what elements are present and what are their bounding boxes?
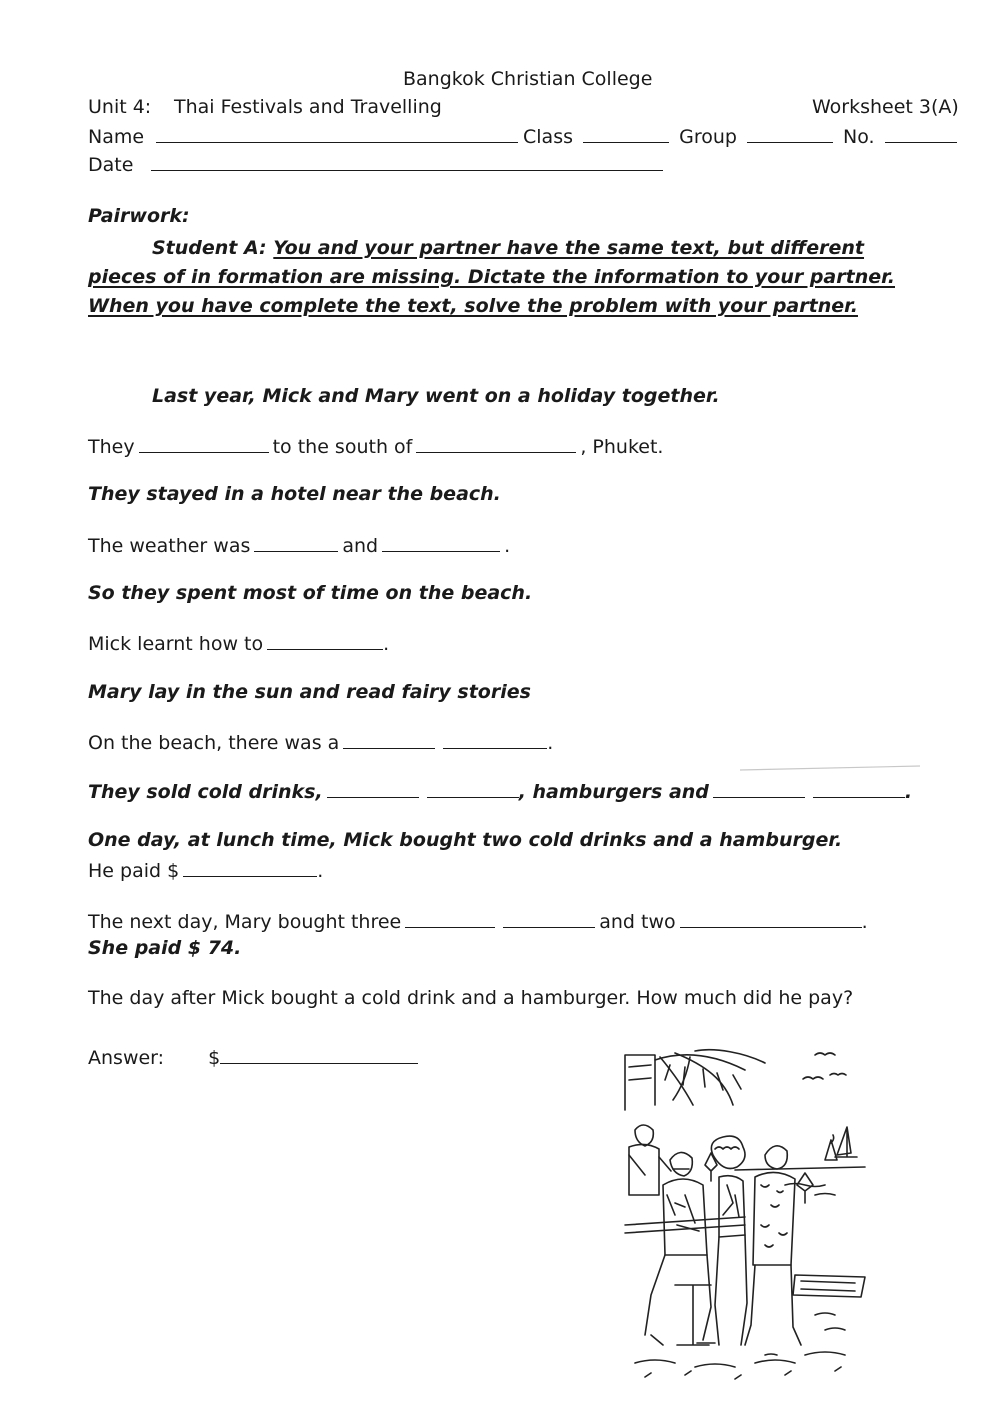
question-line: The day after Mick bought a cold drink and a hamburger. How much did he pay? [88,987,854,1009]
group-label: Group [679,126,737,148]
line-lunch: One day, at lunch time, Mick bought two cold drinks and a hamburger. [88,829,843,851]
line-travel-text-a: They [88,436,135,458]
no-label: No. [843,126,875,148]
name-label: Name [88,126,145,148]
answer-blank[interactable] [220,1045,418,1064]
unit-title: Thai Festivals and Travelling [174,96,442,118]
line-sold-text-b: , hamburgers and [518,781,709,803]
class-row [523,124,961,148]
school-title: Bangkok Christian College [403,68,653,90]
next-day-blank-1[interactable] [405,909,495,928]
mick-learnt-blank[interactable] [267,631,383,650]
line-next-day-text-c: . [861,911,868,933]
instruction-line-2: pieces of in formation are missing. Dictate the information to your partner. [88,266,895,288]
line-hotel: They stayed in a hotel near the beach. [88,483,501,505]
group-field[interactable] [747,124,833,143]
travel-verb-blank[interactable] [139,434,269,453]
line-travel-text-c: , Phuket. [580,436,664,458]
line-weather [88,533,510,557]
line-mick-learnt [88,631,389,655]
sold-blank-3[interactable] [713,779,805,798]
weather-blank-1[interactable] [254,533,338,552]
line-mary: Mary lay in the sun and read fairy stories [88,681,531,703]
line-on-beach-text-a: On the beach, there was a [88,732,340,754]
line-sold-text-a: They sold cold drinks, [88,781,323,803]
line-he-paid-dot: . [317,860,324,882]
intro-line: Last year, Mick and Mary went on a holiday together. [152,385,720,407]
travel-place-blank[interactable] [416,434,576,453]
line-weather-text-b: and [342,535,379,557]
line-he-paid [88,858,323,882]
line-he-paid-text: He paid $ [88,860,180,882]
he-paid-blank[interactable] [183,858,317,877]
line-next-day-text-b: and two [599,911,676,933]
answer-label: Answer: [88,1047,165,1069]
line-next-day-text-a: The next day, Mary bought three [88,911,402,933]
student-label: Student A: [152,237,267,259]
line-on-beach-text-b: . [547,732,554,754]
line-mick-text-a: Mick learnt how to [88,633,264,655]
next-day-blank-3[interactable] [680,909,862,928]
date-row [88,152,667,176]
line-sold [88,779,912,803]
name-row [88,124,522,148]
weather-blank-2[interactable] [382,533,500,552]
answer-row [88,1045,422,1069]
pairwork-heading: Pairwork: [88,205,190,227]
instruction-line-1 [152,237,864,259]
instruction-line-3: When you have complete the text, solve the problem with your partner. [88,295,858,317]
name-field[interactable] [156,124,518,143]
line-mick-text-b: . [383,633,390,655]
sold-blank-4[interactable] [813,779,905,798]
line-weather-text-c: . [504,535,511,557]
beach-bar-illustration-icon [615,1045,875,1385]
on-beach-blank-1[interactable] [343,730,435,749]
line-travel [88,434,663,458]
instruction-text-1: You and your partner have the same text, but different [273,237,865,259]
sold-blank-2[interactable] [427,779,519,798]
line-sold-text-c: . [904,781,913,803]
sold-blank-1[interactable] [327,779,419,798]
line-weather-text-a: The weather was [88,535,251,557]
unit-label: Unit 4: [88,96,152,118]
answer-currency: $ [208,1047,221,1069]
on-beach-blank-2[interactable] [443,730,547,749]
class-field[interactable] [583,124,669,143]
next-day-blank-2[interactable] [503,909,595,928]
line-beach-time: So they spent most of time on the beach. [88,582,533,604]
line-next-day [88,909,868,933]
no-field[interactable] [885,124,957,143]
date-field[interactable] [151,152,663,171]
line-travel-text-b: to the south of [272,436,413,458]
class-label: Class [523,126,573,148]
date-label: Date [88,154,134,176]
line-she-paid: She paid $ 74. [88,937,242,959]
line-on-beach [88,730,553,754]
worksheet-label: Worksheet 3(A) [812,96,959,118]
